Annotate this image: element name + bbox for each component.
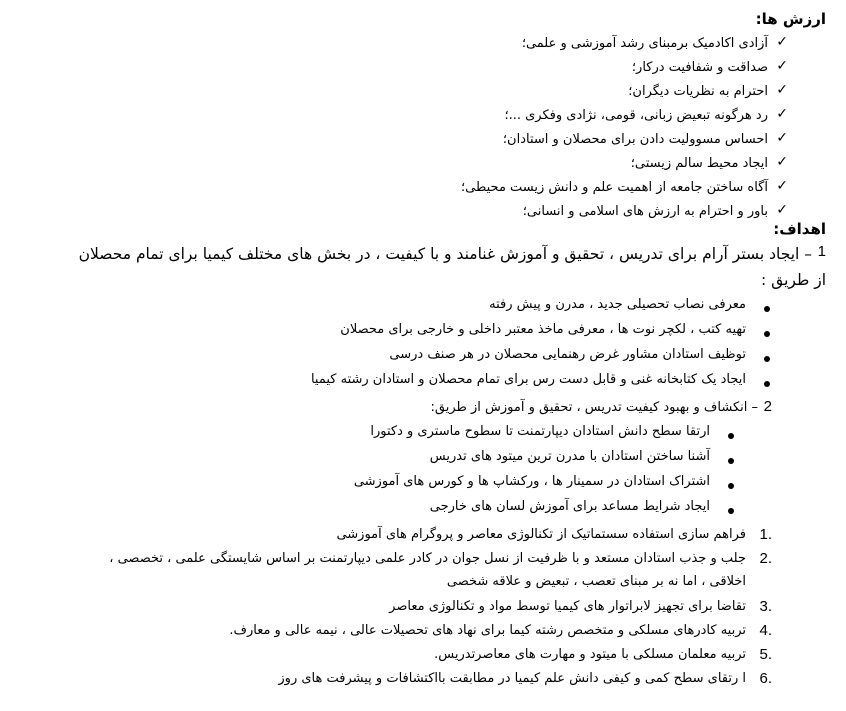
bullet-icon — [728, 483, 734, 489]
bullet-icon — [764, 306, 770, 312]
list-item: ایجاد یک کتابخانه غنی و قابل دست رس برای تمام محصلان و استادان رشته کیمیا — [310, 372, 746, 387]
list-item: توظیف استادان مشاور غرض رهنمایی محصلان در هر صنف درسی — [389, 347, 746, 362]
list-item: باور و احترام به ارزش های اسلامی و انسانی؛ — [522, 204, 768, 219]
list-item: احترام به نظریات دیگران؛ — [628, 84, 768, 99]
item-number: 4. — [759, 622, 772, 639]
list-item: تربیه کادرهای مسلکی و متخصص رشته کیما برای نهاد های تحصیلات عالی ، نیمه عالی و معارف. — [229, 623, 746, 638]
check-icon: ✓ — [776, 82, 788, 98]
goal-text: – انکشاف و بهبود کیفیت تدریس ، تحقیق و آموزش از طریق: — [430, 400, 758, 415]
check-icon: ✓ — [776, 106, 788, 122]
list-item-continuation: اخلاقی ، اما نه بر مبنای تعصب ، تبعیض و علاقه شخصی — [446, 574, 746, 589]
check-icon: ✓ — [776, 34, 788, 50]
check-icon: ✓ — [776, 130, 788, 146]
bullet-icon — [728, 458, 734, 464]
check-icon: ✓ — [776, 202, 788, 218]
item-number: 3. — [759, 598, 772, 615]
item-number: 1. — [759, 526, 772, 543]
list-item: آشنا ساختن استادان با مدرن ترین میتود های تدریس — [429, 449, 710, 464]
bullet-icon — [764, 381, 770, 387]
item-number: 2. — [759, 550, 772, 567]
bullet-icon — [764, 356, 770, 362]
item-number: 6. — [759, 670, 772, 687]
goal-text: – ایجاد بستر آرام برای تدریس ، تحقیق و آموزش غنامند و با کیفیت ، در بخش های مختلف کیمیا برای تمام محصلان — [78, 245, 812, 263]
list-item: آزادی اکادمیک برمبنای رشد آموزشی و علمی؛ — [521, 36, 768, 51]
bullet-icon — [728, 508, 734, 514]
values-heading: ارزش ها: — [755, 10, 826, 28]
list-item: جلب و جذب استادان مستعد و با ظرفیت از نسل جوان در کادر علمی دیپارتمنت بر اساس شایستگی علمی ، تخصصی ، — [109, 551, 746, 566]
check-icon: ✓ — [776, 178, 788, 194]
list-item: تهیه کتب ، لکچر نوت ها ، معرفی ماخذ معتبر داخلی و خارجی برای محصلان — [340, 322, 746, 337]
list-item: ارتقا سطح دانش استادان دیپارتمنت تا سطوح ماستری و دکتورا — [370, 424, 710, 439]
list-item: اشتراک استادان در سمینار ها ، ورکشاپ ها و کورس های آموزشی — [353, 474, 710, 489]
goal-continuation: از طریق : — [761, 271, 826, 289]
check-icon: ✓ — [776, 58, 788, 74]
list-item: صداقت و شفافیت درکار؛ — [631, 60, 768, 75]
list-item: ایجاد محیط سالم زیستی؛ — [630, 156, 768, 171]
list-item: احساس مسوولیت دادن برای محصلان و استادان؛ — [502, 132, 768, 147]
list-item: ایجاد شرایط مساعد برای آموزش لسان های خارجی — [429, 499, 710, 514]
goal-number: 1 — [817, 243, 826, 260]
item-number: 5. — [759, 646, 772, 663]
list-item: تربیه معلمان مسلکی با میتود و مهارت های معاصرتدریس. — [434, 647, 746, 662]
list-item: رد هرگونه تبعیض زبانی، قومی، نژادی وفکری ...؛ — [504, 108, 768, 123]
bullet-icon — [728, 433, 734, 439]
check-icon: ✓ — [776, 154, 788, 170]
list-item: فراهم سازی استفاده سستماتیک از تکنالوژی معاصر و پروگرام های آموزشی — [336, 527, 746, 542]
bullet-icon — [764, 331, 770, 337]
list-item: تقاضا برای تجهیز لابراتوار های کیمیا توسط مواد و تکنالوژی معاصر — [389, 599, 746, 614]
goal-number: 2 — [763, 398, 772, 415]
list-item: آگاه ساختن جامعه از اهمیت علم و دانش زیست محیطی؛ — [461, 180, 768, 195]
goals-heading: اهداف: — [773, 220, 826, 238]
list-item: ا رتقای سطح کمی و کیفی دانش علم کیمیا در مطابقت بااکتشافات و پیشرفت های روز — [278, 671, 746, 686]
list-item: معرفی نصاب تحصیلی جدید ، مدرن و پیش رفته — [489, 297, 746, 312]
